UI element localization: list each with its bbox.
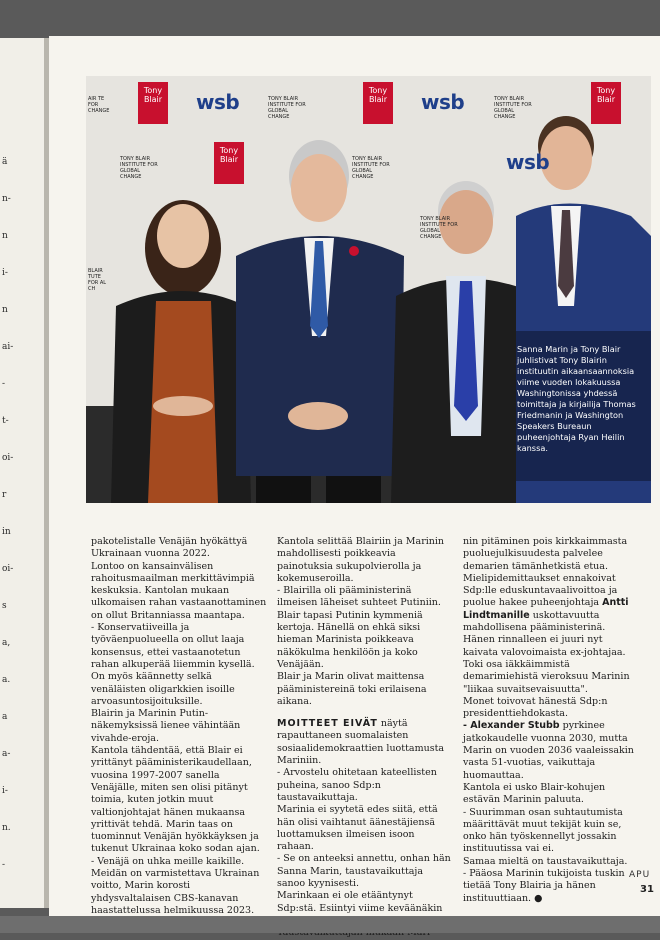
wsb-logo: wsb	[421, 90, 465, 114]
previous-page-text-fragment: a-	[2, 749, 11, 759]
previous-page-text-fragment: t-	[2, 416, 9, 426]
previous-page-text-fragment: a.	[2, 675, 11, 685]
previous-page-text-fragment: i-	[2, 786, 8, 796]
article-column-1	[91, 536, 267, 917]
paragraph: Blair ja Marin olivat maittensa pääministereinä toki erilaisena aikana.	[277, 671, 427, 707]
section-subhead: MOITTEET EIVÄT	[277, 718, 378, 730]
previous-page-text-fragment: i-	[2, 268, 8, 278]
previous-page-text-fragment: -	[2, 860, 6, 870]
previous-page-text-fragment: s	[2, 601, 7, 611]
institute-logo: TONY BLAIR INSTITUTE FOR GLOBAL CHANGE	[120, 156, 158, 180]
institute-logo-fragment: BLAIR TUTE FOR AL CH	[88, 268, 107, 292]
article-column-3	[463, 536, 639, 905]
paragraph: Marinkaan ei ole etääntynyt Sdp:stä. Esiintyi viime keväänäkin	[277, 890, 443, 914]
previous-page-text-fragment: n-	[2, 194, 11, 204]
paragraph: - Venäjä on uhka meille kaikille. Meidän on varmistettava Ukrainan voitto, Marin korosti yhdysvaltalaisen CBS-kanavan haastattelussa helmikuussa 2023.	[91, 855, 260, 916]
tony-blair-logo: Tony Blair	[138, 82, 168, 124]
tony-blair-logo: Tony Blair	[214, 142, 244, 184]
person-name: Antti Lindtmanille	[463, 597, 629, 621]
previous-page-text-fragment: -	[2, 379, 6, 389]
article-column-2	[277, 536, 453, 940]
institute-logo: TONY BLAIR INSTITUTE FOR GLOBAL CHANGE	[494, 96, 532, 120]
wsb-logo: wsb	[196, 90, 240, 114]
previous-page-text-fragment: n	[2, 231, 8, 241]
wsb-logo: wsb	[506, 150, 550, 174]
paragraph: Monet toivovat hänestä Sdp:n presidenttiehdokasta.	[463, 695, 608, 720]
paragraph: Kantola tähdentää, että Blair ei yrittänyt pääministerikaudellaan, vuosina 1997-2007 sanella Venäjälle, miten sen olisi pitänyt toimia, kuten jotkin muut valtionjohtajat hänen mukaansa yrittivät tehdä. Marin taas on tuominnut Venäjän hyökkäyksen ja tukenut Ukrainaa koko sodan ajan.	[91, 745, 260, 855]
previous-page-text-fragment: n	[2, 305, 8, 315]
previous-page-edge	[0, 38, 46, 908]
previous-page-text-fragment: in	[2, 527, 11, 537]
paragraph-text: uskottavuutta mahdollisena pääministerinä. Hänen rinnalleen ei juuri nyt kaivata valovoimaista ex-johtajaa.	[463, 609, 626, 658]
institute-logo-fragment: AIR TE FOR CHANGE	[88, 96, 110, 114]
photo-caption: Sanna Marin ja Tony Blair juhlistivat Tony Blairin instituutin aikaansaannoksia viime vuoden lokakuussa Washingtonissa yhdessä toimittaja ja kirjailija Thomas Friedmanin ja Washington Speakers Bureaun puheenjohtaja Ryan Heilin kanssa.	[517, 344, 636, 453]
person-name: - Alexander Stubb	[463, 720, 560, 732]
paragraph: Blairin ja Marinin Putin-näkemyksissä lienee vähintään vivahde-eroja.	[91, 708, 241, 744]
previous-page-text-fragment: ai-	[2, 342, 14, 352]
paragraph-text: näytä rapauttaneen suomalaisten sosiaalidemokraattien luottamusta Mariniin.	[277, 718, 445, 767]
paragraph: - Se on anteeksi annettu, onhan hän Sanna Marin, taustavaikuttaja sanoo kyynisesti.	[277, 853, 451, 890]
paragraph: Kantola selittää Blairiin ja Marinin mahdollisesti poikkeavia painotuksia sukupolvierolla ja kokemuseroilla.	[277, 536, 445, 584]
page-number: 31	[640, 884, 654, 895]
paragraph: Toki osa iäkkäimmistä demarimiehistä vieroksuu Marinin "liikaa suvaitsevaisuutta".	[463, 658, 630, 695]
previous-page-text-fragment: a,	[2, 638, 11, 648]
institute-logo: TONY BLAIR INSTITUTE FOR GLOBAL CHANGE	[420, 216, 458, 240]
magazine-page	[49, 36, 660, 916]
magazine-brand: APU	[629, 870, 651, 880]
paragraph: Marinia ei syytetä edes siitä, että hän olisi vaihtanut äänestäjiensä luottamuksen ilmeisen isoon rahaan.	[277, 804, 438, 853]
section-paragraph	[277, 718, 453, 767]
paragraph: - Suurimman osan suhtautumista määrittävät muut tekijät kuin se, onko hän työskennellyt jossakin instituutissa vai ei.	[463, 806, 623, 855]
paragraph: - Arvostelu ohitetaan kateellisten puheina, sanoo Sdp:n taustavaikuttaja.	[277, 767, 437, 803]
paragraph: - Pääosa Marinin tukijoista tuskin tietää Tony Blairia ja hänen instituuttiaan. ●	[463, 868, 625, 904]
paragraph-text: pyrkinee jatkokaudelle vuonna 2030, mutta Marin on vuoden 2036 vaaleissakin vasta 51-vuotias, vaikuttaja huomauttaa.	[463, 720, 634, 781]
tony-blair-logo: Tony Blair	[363, 82, 393, 124]
event-photo	[86, 76, 651, 503]
paragraph: - Konservatiiveilla ja työväenpuolueella on ollut laaja konsensus, ettei vastaanotetun rahan alkuperää liiemmin kysellä. On myös käännetty selkä venäläisten oligarkkien isoille arvoasuntosijoituksille.	[91, 622, 255, 707]
paragraph	[463, 536, 639, 659]
paragraph: Kantola ei usko Blair-kohujen estävän Marinin paluuta.	[463, 781, 606, 806]
paragraph: pakotelistalle Venäjän hyökättyä Ukrainaan vuonna 2022.	[91, 536, 248, 560]
scan-bottom-edge	[0, 916, 660, 933]
paragraph: Lontoo on kansainvälisen rahoitusmaailman merkittävimpiä keskuksia. Kantolan mukaan ulkomaisen rahan vastaanottaminen on ollut Britanniassa maantapa.	[91, 560, 267, 621]
previous-page-text-fragment: ä	[2, 157, 8, 167]
paragraph	[463, 720, 639, 781]
paragraph-text: nin pitäminen pois kirkkaimmasta puoluejulkisuudesta palvelee demarien tämänhetkistä etua. Mielipidemittaukset ennakoivat Sdp:lle eduskuntavaalivoittoa ja puolue hakee puheenjohtaja	[463, 536, 628, 609]
institute-logo: TONY BLAIR INSTITUTE FOR GLOBAL CHANGE	[268, 96, 306, 120]
previous-page-text-fragment: oi-	[2, 453, 14, 463]
tony-blair-logo: Tony Blair	[591, 82, 621, 124]
previous-page-text-fragment: r	[2, 490, 7, 500]
previous-page-text-fragment: oi-	[2, 564, 14, 574]
paragraph: Samaa mieltä on taustavaikuttaja.	[463, 855, 628, 867]
institute-logo: TONY BLAIR INSTITUTE FOR GLOBAL CHANGE	[352, 156, 390, 180]
previous-page-text-fragment: n.	[2, 823, 11, 833]
previous-page-text-fragment: a	[2, 712, 8, 722]
paragraph: - Blairilla oli pääministerinä ilmeisen läheiset suhteet Putiniin. Blair tapasi Putinin kymmeniä kertoja. Hänellä on ehkä siksi hieman Marinista poikkeava näkökulma henkilöön ja koko Venäjään.	[277, 585, 441, 670]
